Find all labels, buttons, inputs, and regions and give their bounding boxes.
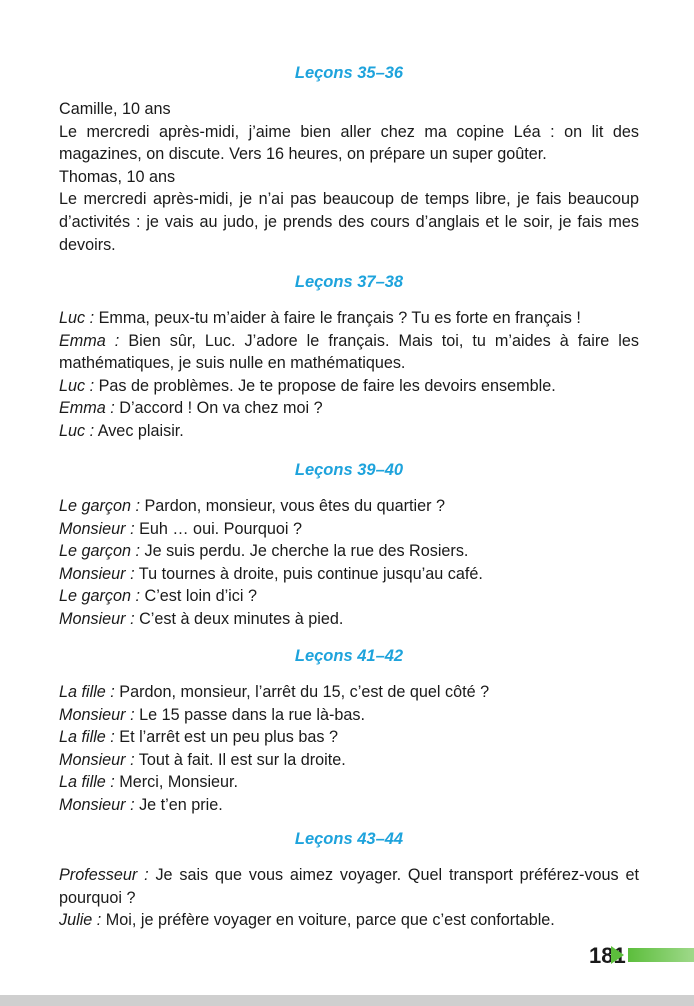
speaker-name: Le garçon : <box>59 542 140 561</box>
dialogue-text: Et l’arrêt est un peu plus bas ? <box>114 728 338 747</box>
dialogue-text: Euh … oui. Pourquoi ? <box>134 519 302 538</box>
speaker-name: Luc : <box>59 309 95 327</box>
dialogue-line <box>59 540 639 563</box>
dialogue-text: D’accord ! On va chez moi ? <box>114 399 323 418</box>
section-heading: Leçons 37–38 <box>294 273 404 291</box>
page-tab-bar <box>628 948 694 962</box>
dialogue-line <box>59 909 639 932</box>
speaker-name: La fille : <box>59 773 115 792</box>
dialogue-text: C’est à deux minutes à pied. <box>134 609 344 628</box>
section-lecons-41-42 <box>59 645 639 817</box>
dialogue-line <box>59 749 639 772</box>
section-lecons-35-36 <box>59 62 639 256</box>
dialogue-line <box>59 585 639 608</box>
dialogue-text: Tu tournes à droite, puis continue jusqu’au café. <box>134 564 483 583</box>
dialogue-line <box>59 681 639 704</box>
dialogue-line <box>59 608 639 631</box>
speaker-name: Monsieur : <box>59 795 135 814</box>
text-line: Camille, 10 ans <box>59 100 171 118</box>
page-bottom-edge <box>0 995 694 1006</box>
arrow-right-icon <box>611 946 624 964</box>
text-line: Le mercredi après-midi, je n’ai pas beaucoup de temps libre, je fais beaucoup d’activités : je vais au judo, je prends des cours d’anglais et le soir, je fais mes devoirs. <box>59 190 639 254</box>
dialogue-line <box>59 330 639 375</box>
dialogue-text: Moi, je préfère voyager en voiture, parce que c’est confortable. <box>101 911 555 930</box>
speaker-name: Luc : <box>59 421 95 440</box>
dialogue-line <box>59 704 639 727</box>
dialogue-text: C’est loin d’ici ? <box>140 587 257 606</box>
section-lecons-39-40 <box>59 459 639 631</box>
dialogue-text: Pardon, monsieur, l’arrêt du 15, c’est de quel côté ? <box>114 683 490 701</box>
speaker-name: Monsieur : <box>59 519 135 538</box>
dialogue-line <box>59 307 639 330</box>
dialogue-text: Pardon, monsieur, vous êtes du quartier ? <box>140 497 446 515</box>
section-heading: Leçons 35–36 <box>294 64 404 82</box>
dialogue-line <box>59 375 639 398</box>
speaker-name: Monsieur : <box>59 705 135 724</box>
dialogue-text: Tout à fait. Il est sur la droite. <box>134 750 346 769</box>
speaker-name: Monsieur : <box>59 750 135 769</box>
section-lecons-43-44 <box>59 828 639 932</box>
dialogue-line <box>59 518 639 541</box>
speaker-name: Monsieur : <box>59 609 135 628</box>
section-lecons-37-38 <box>59 271 639 443</box>
dialogue-line <box>59 726 639 749</box>
section-heading: Leçons 41–42 <box>294 647 404 665</box>
speaker-name: Luc : <box>59 376 95 395</box>
dialogue-text: Je suis perdu. Je cherche la rue des Rosiers. <box>140 542 469 561</box>
dialogue-text: Emma, peux-tu m’aider à faire le français ? Tu es forte en français ! <box>94 309 581 327</box>
text-line: Le mercredi après-midi, j’aime bien aller chez ma copine Léa : on lit des magazines, on discute. Vers 16 heures, on prépare un super goûter. <box>59 122 639 164</box>
dialogue-line <box>59 771 639 794</box>
text-line: Thomas, 10 ans <box>59 167 176 186</box>
dialogue-text: Je t’en prie. <box>134 795 223 814</box>
dialogue-line <box>59 397 639 420</box>
dialogue-text: Bien sûr, Luc. J’adore le français. Mais toi, tu m’aides à faire les mathématiques, je suis nulle en mathématiques. <box>59 331 640 373</box>
dialogue-line <box>59 563 639 586</box>
dialogue-line <box>59 420 639 443</box>
dialogue-line <box>59 495 639 518</box>
dialogue-text: Le 15 passe dans la rue là-bas. <box>134 705 365 724</box>
section-heading: Leçons 43–44 <box>294 830 404 848</box>
speaker-name: Julie : <box>59 911 102 930</box>
speaker-name: Monsieur : <box>59 564 135 583</box>
speaker-name: Professeur : <box>59 866 149 884</box>
dialogue-text: Je sais que vous aimez voyager. Quel transport préférez-vous et pourquoi ? <box>59 866 639 907</box>
dialogue-line <box>59 794 639 817</box>
speaker-name: Emma : <box>59 331 120 350</box>
section-heading: Leçons 39–40 <box>294 461 404 479</box>
dialogue-text: Merci, Monsieur. <box>114 773 239 792</box>
page-number: 181 <box>589 943 626 968</box>
speaker-name: La fille : <box>59 728 115 747</box>
dialogue-text: Avec plaisir. <box>94 421 184 440</box>
speaker-name: Emma : <box>59 399 115 418</box>
dialogue-line <box>59 864 639 909</box>
dialogue-text: Pas de problèmes. Je te propose de faire les devoirs ensemble. <box>94 376 556 395</box>
speaker-name: Le garçon : <box>59 587 140 606</box>
speaker-name: La fille : <box>59 683 115 701</box>
speaker-name: Le garçon : <box>59 497 140 515</box>
